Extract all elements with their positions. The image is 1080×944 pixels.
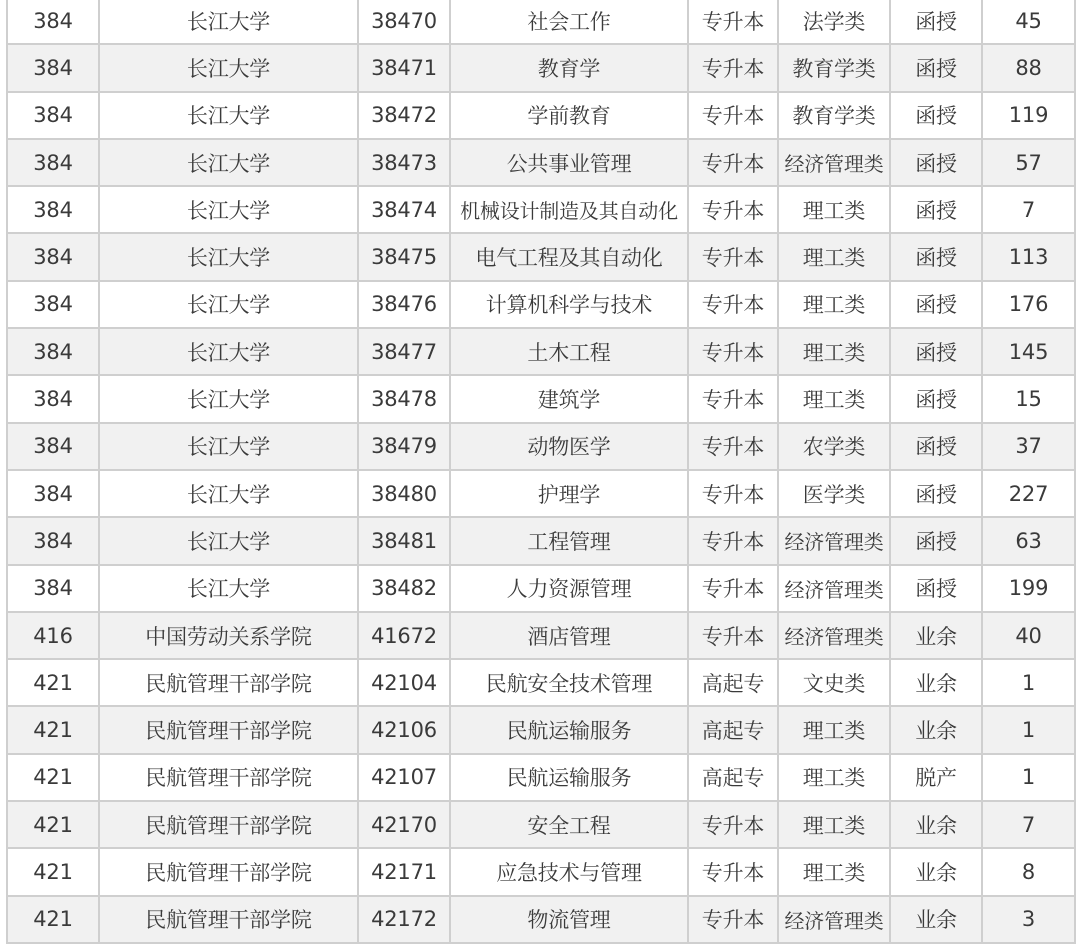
level-cell: 专升本 bbox=[688, 0, 778, 44]
category-cell: 农学类 bbox=[778, 423, 890, 470]
study-mode-cell: 函授 bbox=[890, 0, 982, 44]
school-name-cell: 民航管理干部学院 bbox=[99, 848, 358, 895]
category-cell: 文史类 bbox=[778, 659, 890, 706]
category-cell: 医学类 bbox=[778, 470, 890, 517]
major-name-cell: 机械设计制造及其自动化 bbox=[450, 186, 688, 233]
study-mode-cell: 函授 bbox=[890, 233, 982, 280]
study-mode-cell: 函授 bbox=[890, 281, 982, 328]
category-cell: 教育学类 bbox=[778, 92, 890, 139]
school-name-cell: 长江大学 bbox=[99, 517, 358, 564]
school-code-cell: 384 bbox=[7, 186, 99, 233]
major-name-cell: 酒店管理 bbox=[450, 612, 688, 659]
major-name-cell: 动物医学 bbox=[450, 423, 688, 470]
quota-cell: 176 bbox=[982, 281, 1075, 328]
category-cell: 经济管理类 bbox=[778, 896, 890, 943]
enrollment-table bbox=[6, 0, 1076, 944]
table-row bbox=[7, 848, 1075, 895]
school-code-cell: 421 bbox=[7, 896, 99, 943]
study-mode-cell: 脱产 bbox=[890, 754, 982, 801]
level-cell: 专升本 bbox=[688, 612, 778, 659]
major-name-cell: 电气工程及其自动化 bbox=[450, 233, 688, 280]
study-mode-cell: 业余 bbox=[890, 659, 982, 706]
major-name-cell: 民航安全技术管理 bbox=[450, 659, 688, 706]
school-name-cell: 长江大学 bbox=[99, 92, 358, 139]
table-row bbox=[7, 44, 1075, 91]
study-mode-cell: 函授 bbox=[890, 92, 982, 139]
level-cell: 专升本 bbox=[688, 470, 778, 517]
major-code-cell: 38475 bbox=[358, 233, 450, 280]
quota-cell: 7 bbox=[982, 801, 1075, 848]
quota-cell: 1 bbox=[982, 659, 1075, 706]
major-code-cell: 38482 bbox=[358, 565, 450, 612]
major-code-cell: 38481 bbox=[358, 517, 450, 564]
table-row bbox=[7, 612, 1075, 659]
school-code-cell: 384 bbox=[7, 233, 99, 280]
table-row bbox=[7, 423, 1075, 470]
category-cell: 理工类 bbox=[778, 328, 890, 375]
quota-cell: 15 bbox=[982, 375, 1075, 422]
study-mode-cell: 函授 bbox=[890, 186, 982, 233]
level-cell: 专升本 bbox=[688, 896, 778, 943]
quota-cell: 1 bbox=[982, 706, 1075, 753]
quota-cell: 37 bbox=[982, 423, 1075, 470]
study-mode-cell: 业余 bbox=[890, 848, 982, 895]
category-cell: 经济管理类 bbox=[778, 565, 890, 612]
study-mode-cell: 函授 bbox=[890, 375, 982, 422]
major-name-cell: 人力资源管理 bbox=[450, 565, 688, 612]
school-name-cell: 长江大学 bbox=[99, 0, 358, 44]
quota-cell: 40 bbox=[982, 612, 1075, 659]
level-cell: 专升本 bbox=[688, 848, 778, 895]
major-code-cell: 42106 bbox=[358, 706, 450, 753]
study-mode-cell: 业余 bbox=[890, 801, 982, 848]
school-code-cell: 384 bbox=[7, 375, 99, 422]
school-name-cell: 民航管理干部学院 bbox=[99, 706, 358, 753]
school-name-cell: 长江大学 bbox=[99, 470, 358, 517]
school-code-cell: 384 bbox=[7, 281, 99, 328]
table-row bbox=[7, 375, 1075, 422]
table-row bbox=[7, 186, 1075, 233]
level-cell: 专升本 bbox=[688, 281, 778, 328]
quota-cell: 227 bbox=[982, 470, 1075, 517]
major-name-cell: 教育学 bbox=[450, 44, 688, 91]
category-cell: 教育学类 bbox=[778, 44, 890, 91]
major-code-cell: 42172 bbox=[358, 896, 450, 943]
school-name-cell: 长江大学 bbox=[99, 233, 358, 280]
level-cell: 专升本 bbox=[688, 328, 778, 375]
level-cell: 高起专 bbox=[688, 659, 778, 706]
major-name-cell: 民航运输服务 bbox=[450, 706, 688, 753]
major-code-cell: 42170 bbox=[358, 801, 450, 848]
school-code-cell: 384 bbox=[7, 517, 99, 564]
study-mode-cell: 业余 bbox=[890, 706, 982, 753]
table-row bbox=[7, 517, 1075, 564]
school-name-cell: 长江大学 bbox=[99, 44, 358, 91]
school-code-cell: 384 bbox=[7, 328, 99, 375]
major-code-cell: 42171 bbox=[358, 848, 450, 895]
level-cell: 专升本 bbox=[688, 44, 778, 91]
major-code-cell: 38478 bbox=[358, 375, 450, 422]
major-name-cell: 学前教育 bbox=[450, 92, 688, 139]
school-name-cell: 长江大学 bbox=[99, 139, 358, 186]
category-cell: 经济管理类 bbox=[778, 612, 890, 659]
school-code-cell: 384 bbox=[7, 92, 99, 139]
table-row bbox=[7, 281, 1075, 328]
study-mode-cell: 函授 bbox=[890, 423, 982, 470]
table-row bbox=[7, 801, 1075, 848]
study-mode-cell: 业余 bbox=[890, 896, 982, 943]
school-name-cell: 长江大学 bbox=[99, 423, 358, 470]
category-cell: 理工类 bbox=[778, 375, 890, 422]
table-row bbox=[7, 328, 1075, 375]
school-code-cell: 421 bbox=[7, 706, 99, 753]
quota-cell: 57 bbox=[982, 139, 1075, 186]
category-cell: 理工类 bbox=[778, 233, 890, 280]
major-code-cell: 38476 bbox=[358, 281, 450, 328]
major-code-cell: 38480 bbox=[358, 470, 450, 517]
major-code-cell: 38479 bbox=[358, 423, 450, 470]
school-name-cell: 中国劳动关系学院 bbox=[99, 612, 358, 659]
major-code-cell: 38470 bbox=[358, 0, 450, 44]
table-row bbox=[7, 565, 1075, 612]
study-mode-cell: 函授 bbox=[890, 565, 982, 612]
quota-cell: 88 bbox=[982, 44, 1075, 91]
school-code-cell: 421 bbox=[7, 754, 99, 801]
level-cell: 专升本 bbox=[688, 423, 778, 470]
quota-cell: 8 bbox=[982, 848, 1075, 895]
school-code-cell: 384 bbox=[7, 0, 99, 44]
school-name-cell: 长江大学 bbox=[99, 328, 358, 375]
school-name-cell: 民航管理干部学院 bbox=[99, 754, 358, 801]
school-name-cell: 民航管理干部学院 bbox=[99, 896, 358, 943]
major-code-cell: 38474 bbox=[358, 186, 450, 233]
quota-cell: 45 bbox=[982, 0, 1075, 44]
school-code-cell: 384 bbox=[7, 139, 99, 186]
category-cell: 理工类 bbox=[778, 186, 890, 233]
study-mode-cell: 函授 bbox=[890, 470, 982, 517]
table-row bbox=[7, 139, 1075, 186]
category-cell: 理工类 bbox=[778, 281, 890, 328]
table-row bbox=[7, 706, 1075, 753]
major-name-cell: 土木工程 bbox=[450, 328, 688, 375]
major-code-cell: 42107 bbox=[358, 754, 450, 801]
major-name-cell: 建筑学 bbox=[450, 375, 688, 422]
level-cell: 专升本 bbox=[688, 565, 778, 612]
major-name-cell: 民航运输服务 bbox=[450, 754, 688, 801]
quota-cell: 63 bbox=[982, 517, 1075, 564]
major-name-cell: 公共事业管理 bbox=[450, 139, 688, 186]
study-mode-cell: 函授 bbox=[890, 139, 982, 186]
level-cell: 专升本 bbox=[688, 375, 778, 422]
table-row bbox=[7, 754, 1075, 801]
major-name-cell: 工程管理 bbox=[450, 517, 688, 564]
study-mode-cell: 函授 bbox=[890, 328, 982, 375]
major-code-cell: 38473 bbox=[358, 139, 450, 186]
major-name-cell: 安全工程 bbox=[450, 801, 688, 848]
quota-cell: 145 bbox=[982, 328, 1075, 375]
major-name-cell: 应急技术与管理 bbox=[450, 848, 688, 895]
category-cell: 法学类 bbox=[778, 0, 890, 44]
major-code-cell: 41672 bbox=[358, 612, 450, 659]
table-row bbox=[7, 233, 1075, 280]
level-cell: 专升本 bbox=[688, 801, 778, 848]
school-code-cell: 384 bbox=[7, 44, 99, 91]
table-row bbox=[7, 896, 1075, 943]
major-name-cell: 计算机科学与技术 bbox=[450, 281, 688, 328]
level-cell: 专升本 bbox=[688, 233, 778, 280]
category-cell: 理工类 bbox=[778, 848, 890, 895]
table-row bbox=[7, 92, 1075, 139]
category-cell: 经济管理类 bbox=[778, 517, 890, 564]
category-cell: 理工类 bbox=[778, 754, 890, 801]
major-name-cell: 社会工作 bbox=[450, 0, 688, 44]
school-code-cell: 384 bbox=[7, 423, 99, 470]
quota-cell: 7 bbox=[982, 186, 1075, 233]
table-body bbox=[7, 0, 1075, 943]
school-code-cell: 384 bbox=[7, 470, 99, 517]
quota-cell: 113 bbox=[982, 233, 1075, 280]
level-cell: 专升本 bbox=[688, 186, 778, 233]
major-code-cell: 42104 bbox=[358, 659, 450, 706]
level-cell: 高起专 bbox=[688, 706, 778, 753]
table-row bbox=[7, 0, 1075, 44]
quota-cell: 3 bbox=[982, 896, 1075, 943]
school-code-cell: 384 bbox=[7, 565, 99, 612]
quota-cell: 1 bbox=[982, 754, 1075, 801]
table-row bbox=[7, 470, 1075, 517]
level-cell: 专升本 bbox=[688, 92, 778, 139]
table-row bbox=[7, 659, 1075, 706]
school-name-cell: 民航管理干部学院 bbox=[99, 801, 358, 848]
major-code-cell: 38477 bbox=[358, 328, 450, 375]
category-cell: 理工类 bbox=[778, 706, 890, 753]
level-cell: 高起专 bbox=[688, 754, 778, 801]
study-mode-cell: 函授 bbox=[890, 44, 982, 91]
school-code-cell: 421 bbox=[7, 848, 99, 895]
major-name-cell: 物流管理 bbox=[450, 896, 688, 943]
school-name-cell: 长江大学 bbox=[99, 281, 358, 328]
category-cell: 理工类 bbox=[778, 801, 890, 848]
school-name-cell: 长江大学 bbox=[99, 565, 358, 612]
school-name-cell: 长江大学 bbox=[99, 186, 358, 233]
quota-cell: 119 bbox=[982, 92, 1075, 139]
major-code-cell: 38471 bbox=[358, 44, 450, 91]
category-cell: 经济管理类 bbox=[778, 139, 890, 186]
study-mode-cell: 函授 bbox=[890, 517, 982, 564]
school-code-cell: 416 bbox=[7, 612, 99, 659]
quota-cell: 199 bbox=[982, 565, 1075, 612]
school-name-cell: 长江大学 bbox=[99, 375, 358, 422]
school-code-cell: 421 bbox=[7, 659, 99, 706]
study-mode-cell: 业余 bbox=[890, 612, 982, 659]
level-cell: 专升本 bbox=[688, 139, 778, 186]
school-code-cell: 421 bbox=[7, 801, 99, 848]
level-cell: 专升本 bbox=[688, 517, 778, 564]
school-name-cell: 民航管理干部学院 bbox=[99, 659, 358, 706]
major-code-cell: 38472 bbox=[358, 92, 450, 139]
major-name-cell: 护理学 bbox=[450, 470, 688, 517]
